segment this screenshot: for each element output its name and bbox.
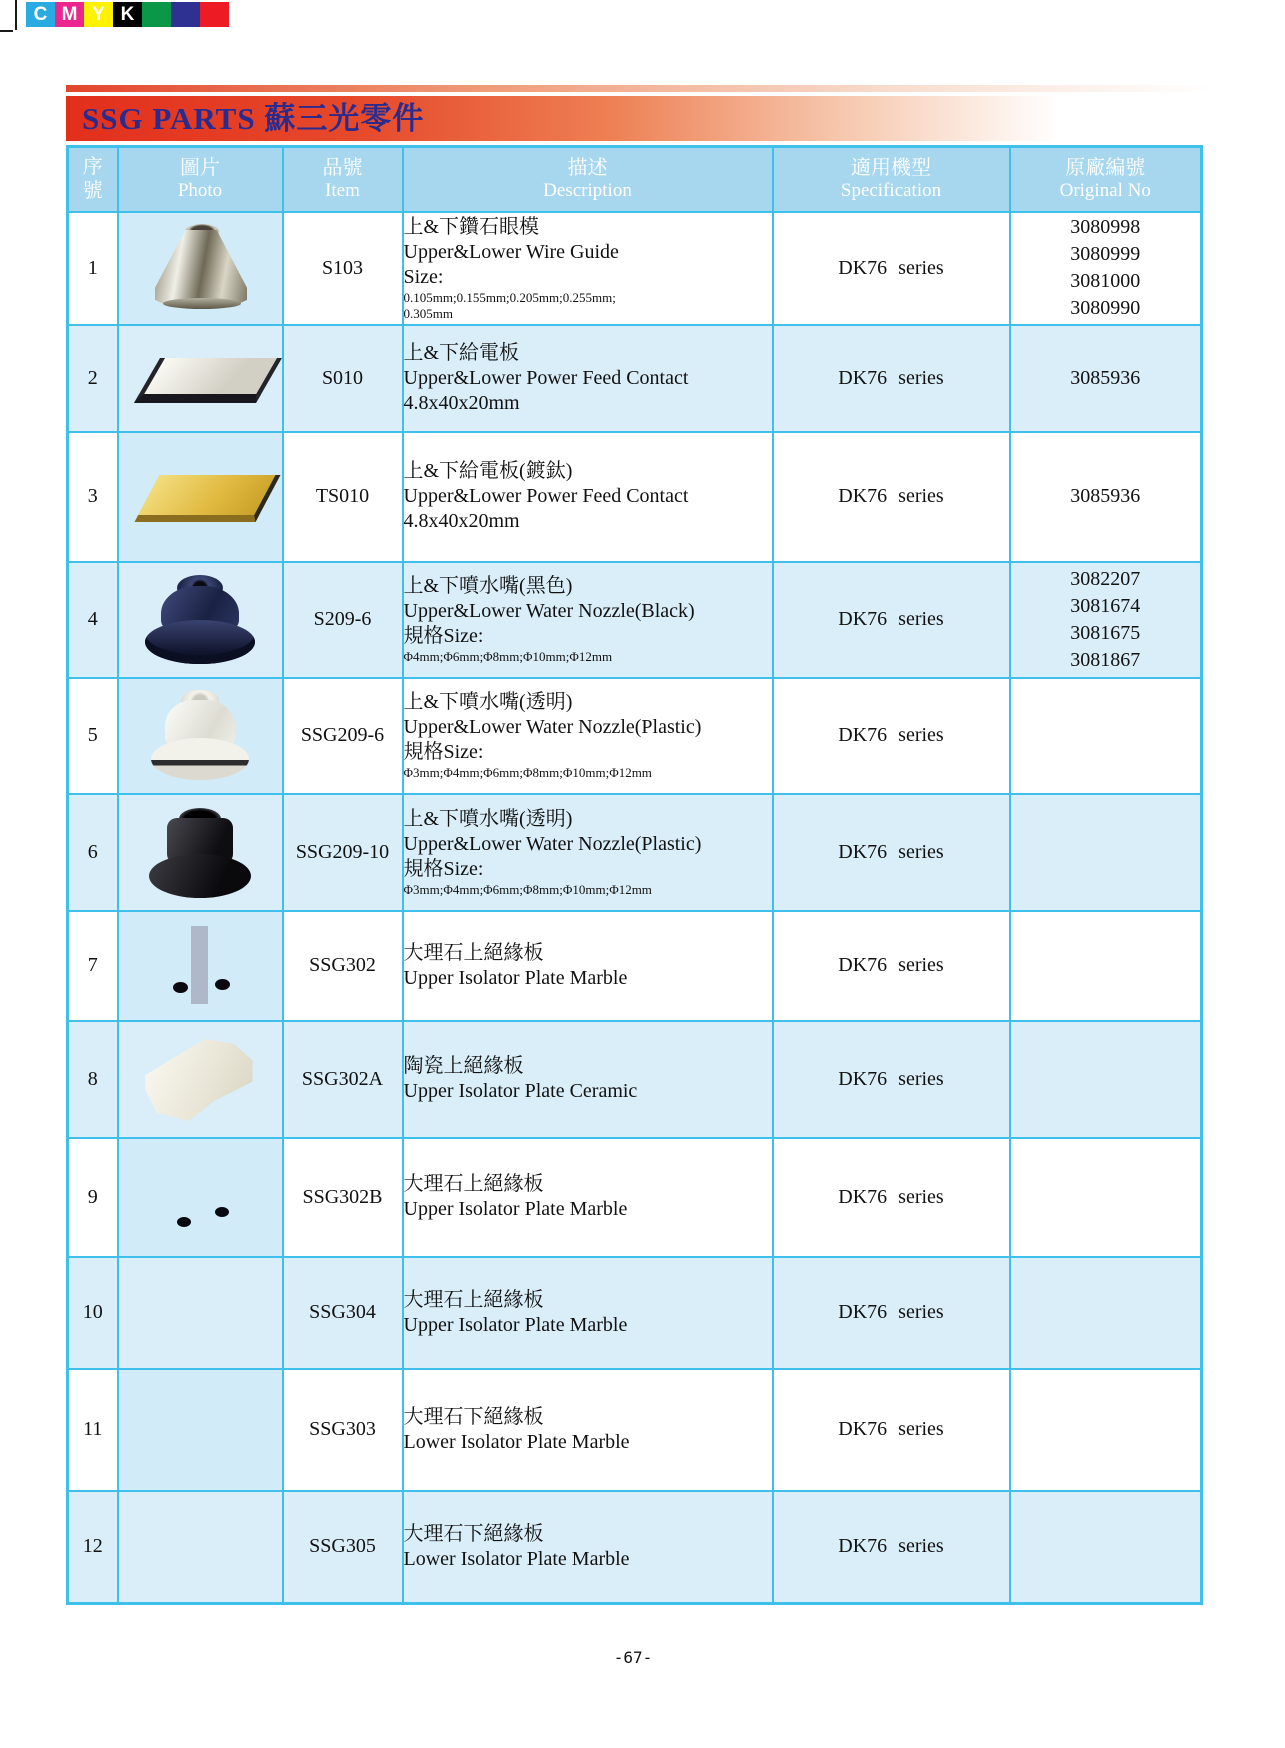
- description-line: Upper Isolator Plate Marble: [403, 1198, 628, 1220]
- column-header: [283, 147, 403, 212]
- page-title: SSG PARTS 蘇三光零件: [82, 101, 425, 136]
- original-no-line: 3081674: [1070, 594, 1141, 617]
- original-no-cell: [1010, 325, 1202, 432]
- photo-cell: [118, 325, 283, 432]
- marble-block-curved-icon: [125, 1497, 275, 1597]
- header-label-zh: 序: [82, 156, 103, 179]
- description-line: Upper&Lower Water Nozzle(Plastic): [403, 716, 702, 738]
- description-size-line: Φ3mm;Φ4mm;Φ6mm;Φ8mm;Φ10mm;Φ12mm: [403, 765, 652, 780]
- marble-block-upright-icon: [125, 1380, 275, 1480]
- description-line: 上&下噴水嘴(透明): [403, 691, 573, 713]
- registration-mark-vertical: [15, 0, 17, 30]
- photo-cell: [118, 1369, 283, 1491]
- photo-cell: [118, 1138, 283, 1257]
- description-line: Upper Isolator Plate Marble: [403, 966, 628, 989]
- marble-slab-flange-icon: [125, 1263, 275, 1363]
- row-number-cell: 2: [68, 325, 118, 432]
- description-line: Upper Isolator Plate Ceramic: [403, 1080, 638, 1102]
- header-label-en: Photo: [177, 179, 223, 201]
- row-number-cell: 11: [68, 1369, 118, 1491]
- description-line: Upper&Lower Wire Guide: [403, 240, 619, 263]
- photo-shape-layer: [173, 982, 188, 993]
- description-line: 陶瓷上絕緣板: [403, 1055, 524, 1077]
- header-label-en: Original No: [1059, 179, 1151, 201]
- column-header: [1010, 147, 1202, 212]
- original-no-line: 3080990: [1070, 297, 1141, 319]
- description-line: Size:: [403, 265, 444, 288]
- specification-cell: DK76 series: [773, 1138, 1010, 1257]
- description-line: 大理石上絕緣板: [403, 941, 544, 964]
- color-swatch-c: C: [26, 2, 55, 27]
- table-row: [68, 212, 1202, 325]
- table-row: [68, 1369, 1202, 1491]
- title-accent-stripe: [66, 85, 1244, 92]
- color-swatch: [171, 2, 200, 27]
- marble-block-corner-icon: [125, 1147, 275, 1247]
- specification-cell: DK76 series: [773, 432, 1010, 562]
- header-label-en: Specification: [840, 179, 942, 201]
- description-size-line: Φ4mm;Φ6mm;Φ8mm;Φ10mm;Φ12mm: [403, 649, 613, 664]
- specification-cell: DK76 series: [773, 212, 1010, 325]
- description-line: 4.8x40x20mm: [403, 510, 520, 532]
- header-label-zh: 描述: [567, 156, 608, 179]
- table-row: [68, 325, 1202, 432]
- table-row: [68, 562, 1202, 678]
- description-cell: [403, 1021, 773, 1138]
- original-no-cell: [1010, 432, 1202, 562]
- description-line: 規格Size:: [403, 625, 484, 647]
- header-label-zh: 適用機型: [851, 156, 931, 179]
- column-header: [118, 147, 283, 212]
- photo-cell: [118, 432, 283, 562]
- photo-cell: [118, 1491, 283, 1604]
- row-number-cell: 3: [68, 432, 118, 562]
- original-no-cell: [1010, 678, 1202, 794]
- description-cell: [403, 1138, 773, 1257]
- description-cell: [403, 1491, 773, 1604]
- specification-cell: DK76 series: [773, 1021, 1010, 1138]
- row-number-cell: 1: [68, 212, 118, 325]
- table-row: [68, 1257, 1202, 1369]
- description-cell: [403, 1369, 773, 1491]
- table-row: [68, 794, 1202, 911]
- table-row: [68, 1138, 1202, 1257]
- item-code-cell: S209-6: [283, 562, 403, 678]
- column-header: [403, 147, 773, 212]
- original-no-cell: [1010, 1257, 1202, 1369]
- description-line: 規格Size:: [403, 741, 484, 763]
- photo-cell: [118, 1021, 283, 1138]
- photo-cell: [118, 911, 283, 1021]
- table-row: [68, 1491, 1202, 1604]
- item-code-cell: S010: [283, 325, 403, 432]
- power-feed-plate-gold-icon: [125, 447, 275, 547]
- water-nozzle-navy-icon: [125, 570, 275, 670]
- description-line: 上&下給電板(鍍鈦): [403, 460, 573, 482]
- original-no-line: 3080999: [1070, 243, 1141, 265]
- description-line: Upper&Lower Water Nozzle(Plastic): [403, 832, 702, 855]
- description-size-line: 0.305mm: [403, 305, 453, 321]
- water-nozzle-black-icon: [125, 802, 275, 902]
- color-swatch: [200, 2, 229, 27]
- color-swatch: [142, 2, 171, 27]
- description-line: 大理石下絕緣板: [403, 1522, 544, 1545]
- registration-mark-horizontal: [0, 30, 13, 32]
- photo-cell: [118, 212, 283, 325]
- specification-cell: DK76 series: [773, 678, 1010, 794]
- description-line: 4.8x40x20mm: [403, 391, 520, 414]
- item-code-cell: SSG305: [283, 1491, 403, 1604]
- section-title-banner: [66, 96, 1058, 141]
- item-code-cell: SSG303: [283, 1369, 403, 1491]
- photo-shape-layer: [135, 475, 281, 522]
- item-code-cell: S103: [283, 212, 403, 325]
- photo-shape-layer: [177, 1217, 191, 1227]
- color-swatch-y: Y: [84, 2, 113, 27]
- original-no-cell: [1010, 1021, 1202, 1138]
- header-label-zh: 原廠編號: [1065, 156, 1146, 179]
- original-no-cell: [1010, 911, 1202, 1021]
- item-code-cell: SSG209-6: [283, 678, 403, 794]
- color-swatch-k: K: [113, 2, 142, 27]
- item-code-cell: SSG302B: [283, 1138, 403, 1257]
- description-line: Upper&Lower Power Feed Contact: [403, 366, 689, 389]
- photo-shape-layer: [143, 1039, 257, 1121]
- item-code-cell: SSG304: [283, 1257, 403, 1369]
- description-line: 上&下鑽石眼模: [403, 215, 540, 238]
- row-number-cell: 8: [68, 1021, 118, 1138]
- row-number-cell: 7: [68, 911, 118, 1021]
- photo-shape-layer: [155, 230, 247, 306]
- photo-shape-layer: [135, 1291, 265, 1353]
- parts-table: [66, 145, 1203, 1605]
- description-line: 上&下噴水嘴(透明): [403, 807, 573, 830]
- description-line: Upper&Lower Power Feed Contact: [403, 485, 689, 507]
- header-label-zh: 圖片: [180, 156, 220, 179]
- original-no-line: 3081867: [1070, 648, 1141, 671]
- table-row: [68, 678, 1202, 794]
- row-number-cell: 5: [68, 678, 118, 794]
- table-header-row: [68, 147, 1202, 212]
- photo-cell: [118, 1257, 283, 1369]
- ceramic-block-white-icon: [125, 1029, 275, 1129]
- original-no-line: 3085936: [1070, 366, 1141, 389]
- row-number-cell: 6: [68, 794, 118, 911]
- photo-cell: [118, 678, 283, 794]
- description-line: 規格Size:: [403, 857, 484, 880]
- table-row: [68, 1021, 1202, 1138]
- description-cell: [403, 432, 773, 562]
- original-no-cell: [1010, 562, 1202, 678]
- photo-shape-layer: [134, 358, 282, 403]
- description-line: Upper Isolator Plate Marble: [403, 1313, 628, 1336]
- table-row: [68, 911, 1202, 1021]
- specification-cell: DK76 series: [773, 1369, 1010, 1491]
- item-code-cell: SSG302: [283, 911, 403, 1021]
- row-number-cell: 4: [68, 562, 118, 678]
- table-row: [68, 432, 1202, 562]
- column-header: [773, 147, 1010, 212]
- color-swatch-m: M: [55, 2, 84, 27]
- description-cell: [403, 562, 773, 678]
- header-label-en: Item: [325, 179, 360, 201]
- marble-block-grooved-icon: [125, 916, 275, 1016]
- description-size-line: Φ3mm;Φ4mm;Φ6mm;Φ8mm;Φ10mm;Φ12mm: [403, 881, 652, 897]
- description-line: 大理石上絕緣板: [403, 1173, 544, 1195]
- description-cell: [403, 1257, 773, 1369]
- item-code-cell: SSG209-10: [283, 794, 403, 911]
- header-label-en: Description: [543, 179, 632, 201]
- cmyk-color-bar: [26, 2, 229, 27]
- specification-cell: DK76 series: [773, 1257, 1010, 1369]
- original-no-line: 3081000: [1070, 270, 1141, 292]
- specification-cell: DK76 series: [773, 911, 1010, 1021]
- description-line: Upper&Lower Water Nozzle(Black): [403, 600, 695, 622]
- row-number-cell: 10: [68, 1257, 118, 1369]
- water-nozzle-white-icon: [125, 686, 275, 786]
- specification-cell: DK76 series: [773, 1491, 1010, 1604]
- description-line: 大理石上絕緣板: [403, 1288, 544, 1311]
- original-no-cell: [1010, 1369, 1202, 1491]
- description-line: Lower Isolator Plate Marble: [403, 1547, 630, 1570]
- photo-shape-layer: [149, 1155, 253, 1241]
- page-number: -67-: [613, 1648, 653, 1667]
- description-line: 大理石下絕緣板: [403, 1405, 544, 1428]
- description-cell: [403, 678, 773, 794]
- original-no-line: 3080998: [1070, 216, 1141, 238]
- specification-cell: DK76 series: [773, 325, 1010, 432]
- original-no-cell: [1010, 794, 1202, 911]
- photo-shape-layer: [153, 924, 249, 1008]
- original-no-cell: [1010, 1138, 1202, 1257]
- original-no-cell: [1010, 1491, 1202, 1604]
- header-label-zh: 品號: [322, 156, 363, 179]
- description-cell: [403, 212, 773, 325]
- description-line: Lower Isolator Plate Marble: [403, 1430, 630, 1453]
- description-cell: [403, 325, 773, 432]
- description-size-line: 0.105mm;0.155mm;0.205mm;0.255mm;: [403, 289, 616, 305]
- row-number-cell: 12: [68, 1491, 118, 1604]
- specification-cell: DK76 series: [773, 794, 1010, 911]
- photo-shape-layer: [157, 1503, 249, 1593]
- description-cell: [403, 911, 773, 1021]
- photo-cell: [118, 562, 283, 678]
- original-no-line: 3081675: [1070, 621, 1141, 644]
- photo-shape-layer: [151, 738, 249, 780]
- power-feed-plate-silver-icon: [125, 328, 275, 428]
- description-cell: [403, 794, 773, 911]
- photo-shape-layer: [149, 854, 251, 898]
- original-no-cell: [1010, 212, 1202, 325]
- original-no-line: 3082207: [1070, 567, 1141, 590]
- description-line: 上&下給電板: [403, 341, 520, 364]
- row-number-cell: 9: [68, 1138, 118, 1257]
- photo-shape-layer: [145, 620, 255, 664]
- header-label-zh: 號: [82, 180, 103, 203]
- item-code-cell: SSG302A: [283, 1021, 403, 1138]
- item-code-cell: TS010: [283, 432, 403, 562]
- column-header: [68, 147, 118, 212]
- photo-cell: [118, 794, 283, 911]
- description-line: 上&下噴水嘴(黑色): [403, 575, 573, 597]
- original-no-line: 3085936: [1070, 485, 1141, 507]
- photo-shape-layer: [163, 1424, 243, 1476]
- specification-cell: DK76 series: [773, 562, 1010, 678]
- wire-guide-cone-icon: [125, 218, 275, 318]
- photo-shape-layer: [163, 298, 241, 309]
